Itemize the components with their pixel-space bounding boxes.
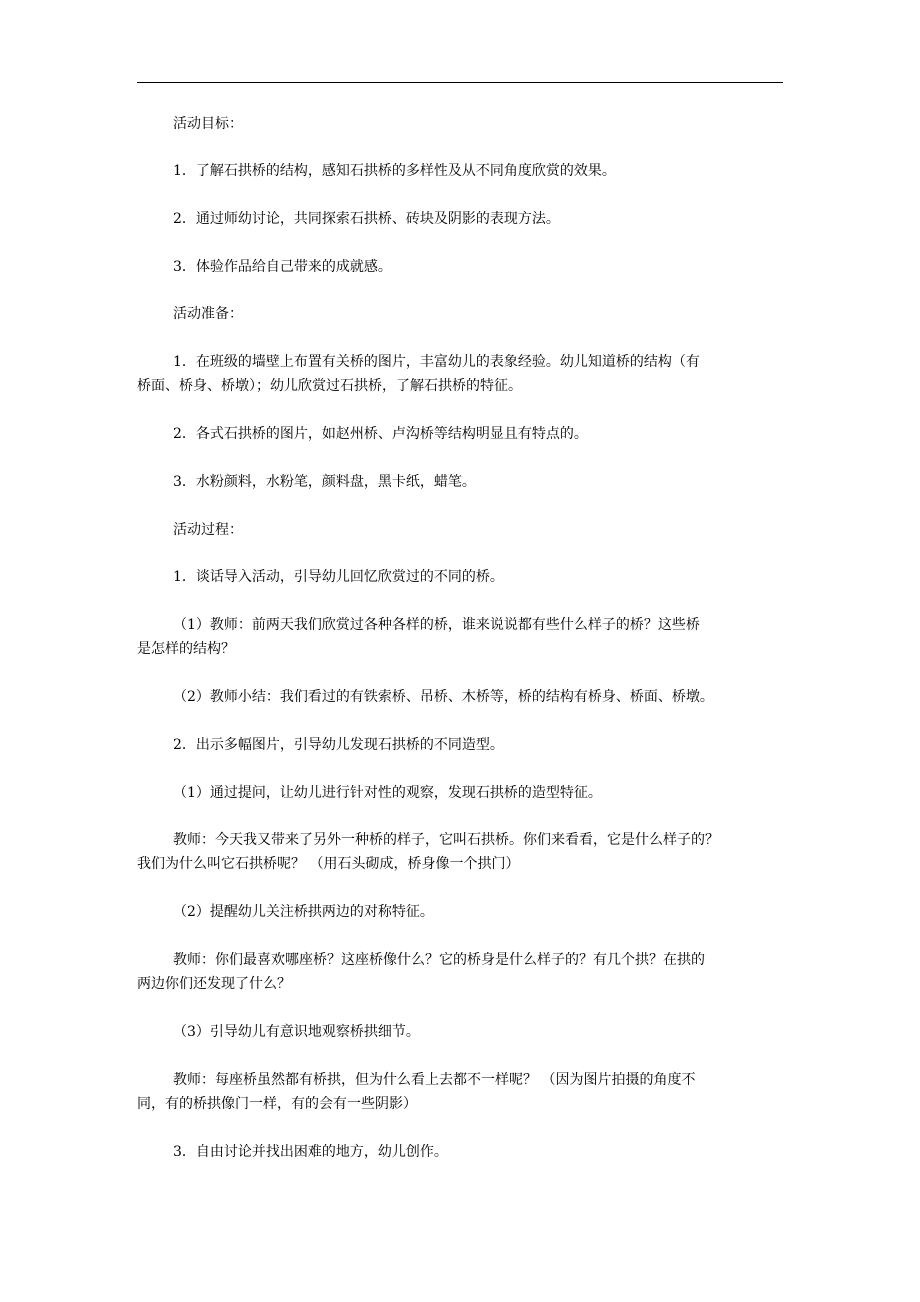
- teacher-line-3-a: 教师：每座桥虽然都有桥拱，但为什么看上去都不一样呢？ （因为图片拍摄的角度不: [173, 1072, 696, 1088]
- goal-item-2: 2．通过师幼讨论，共同探索石拱桥、砖块及阴影的表现方法。: [173, 211, 560, 227]
- process-step-2-sub-3: （3）引导幼儿有意识地观察桥拱细节。: [173, 1024, 420, 1040]
- process-step-1-sub-1-line-1: （1）教师：前两天我们欣赏过各种各样的桥，谁来说说都有些什么样子的桥？这些桥: [173, 617, 700, 633]
- section-heading-goals: 活动目标：: [173, 116, 243, 132]
- process-step-2-sub-2: （2）提醒幼儿关注桥拱两边的对称特征。: [173, 904, 434, 920]
- prep-item-1-line-2: 桥面、桥身、桥墩）；幼儿欣赏过石拱桥，了解石拱桥的特征。: [137, 378, 522, 394]
- teacher-line-1-b: 我们为什么叫它石拱桥呢？ （用石头砌成，桥身像一个拱门）: [137, 856, 520, 872]
- process-step-1-sub-1-line-2: 是怎样的结构？: [137, 641, 235, 657]
- section-heading-process: 活动过程：: [173, 522, 243, 538]
- header-rule: [137, 82, 783, 83]
- process-step-3: 3．自由讨论并找出困难的地方，幼儿创作。: [173, 1144, 448, 1160]
- teacher-line-3-b: 同，有的桥拱像门一样，有的会有一些阴影）: [137, 1096, 417, 1112]
- prep-item-1-line-1: 1．在班级的墙壁上布置有关桥的图片，丰富幼儿的表象经验。幼儿知道桥的结构（有: [173, 354, 700, 370]
- section-heading-preparation: 活动准备：: [173, 306, 243, 322]
- teacher-line-2-a: 教师：你们最喜欢哪座桥？这座桥像什么？它的桥身是什么样子的？有几个拱？在拱的: [173, 952, 705, 968]
- process-step-1-sub-2: （2）教师小结：我们看过的有铁索桥、吊桥、木桥等，桥的结构有桥身、桥面、桥墩。: [173, 689, 714, 705]
- teacher-line-2-b: 两边你们还发现了什么？: [137, 976, 291, 992]
- goal-item-1: 1．了解石拱桥的结构，感知石拱桥的多样性及从不同角度欣赏的效果。: [173, 163, 616, 179]
- teacher-line-1-a: 教师：今天我又带来了另外一种桥的样子，它叫石拱桥。你们来看看，它是什么样子的？: [173, 832, 719, 848]
- process-step-1: 1．谈话导入活动，引导幼儿回忆欣赏过的不同的桥。: [173, 569, 504, 585]
- prep-item-3: 3．水粉颜料，水粉笔，颜料盘，黑卡纸，蜡笔。: [173, 474, 476, 490]
- prep-item-2: 2．各式石拱桥的图片，如赵州桥、卢沟桥等结构明显且有特点的。: [173, 426, 588, 442]
- process-step-2-sub-1: （1）通过提问，让幼儿进行针对性的观察，发现石拱桥的造型特征。: [173, 785, 602, 801]
- process-step-2: 2．出示多幅图片，引导幼儿发现石拱桥的不同造型。: [173, 737, 504, 753]
- goal-item-3: 3．体验作品给自己带来的成就感。: [173, 259, 392, 275]
